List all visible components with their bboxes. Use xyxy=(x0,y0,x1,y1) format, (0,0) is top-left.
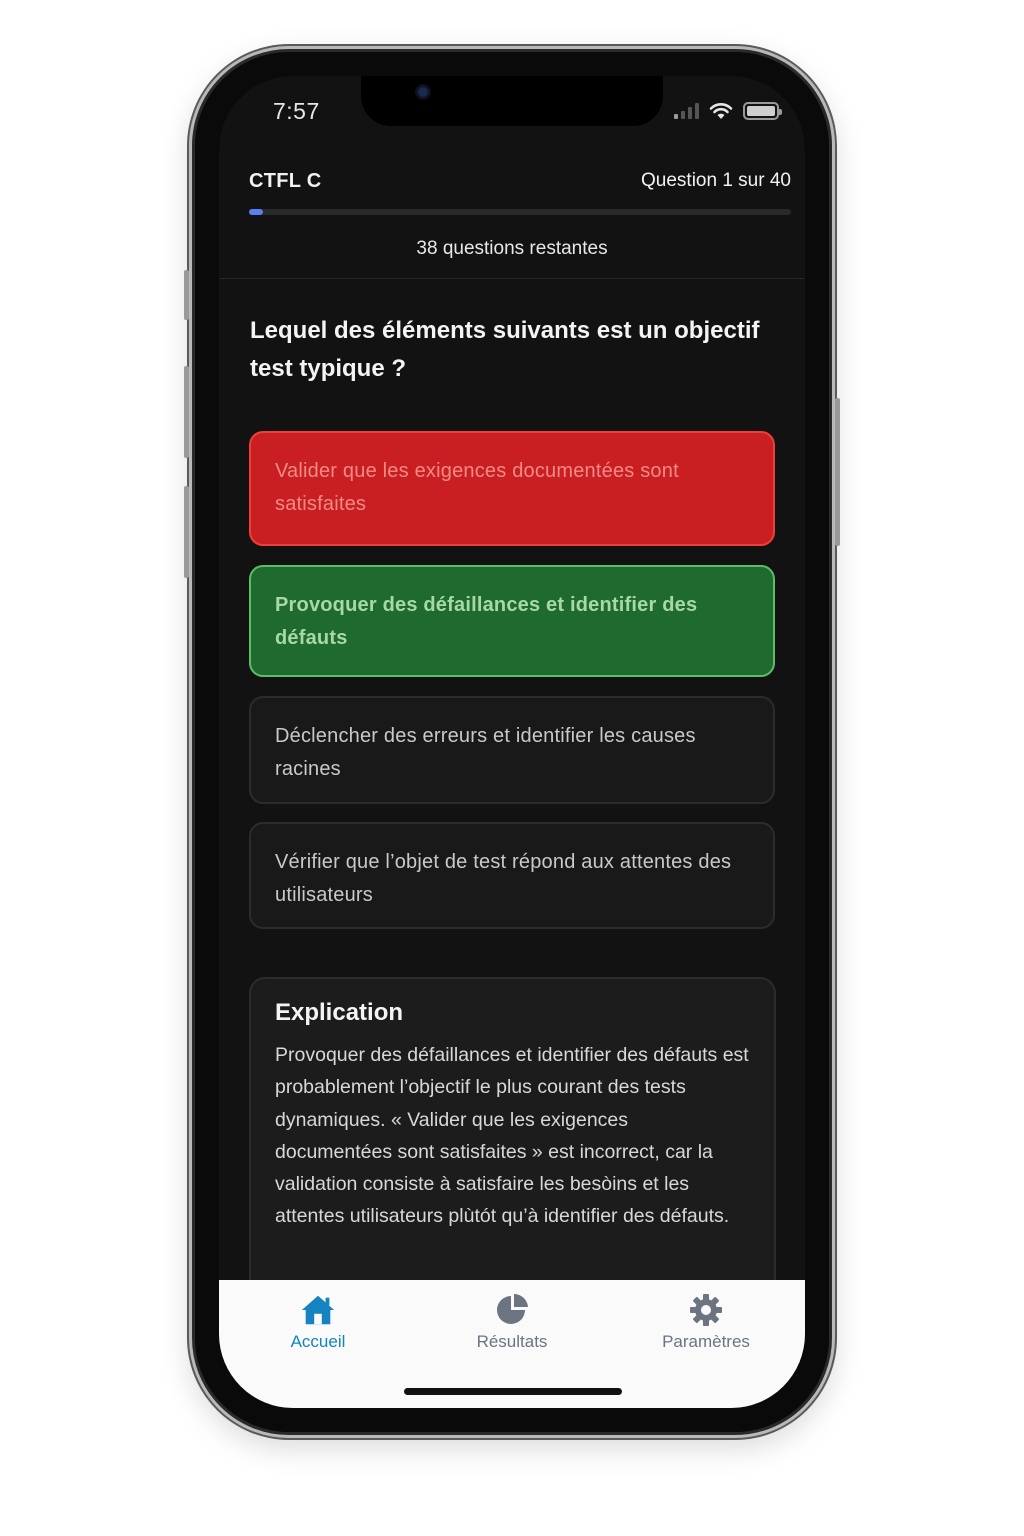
question-text: Lequel des éléments suivants est un objectif test typique ? xyxy=(250,317,760,382)
status-time: 7:57 xyxy=(273,98,320,124)
tab-label: Résultats xyxy=(476,1332,548,1351)
explanation-body: Provoquer des défaillances et identifier des défauts est probablement l’objectif le plus courant des tests dynamiques. « Valider que les exigences documentées sont satisfaites » est incorrect, car la validation consiste à satisfaire les besòins et les attentes utilisateurs plùtót qu’à identifier des défauts. xyxy=(275,1044,749,1228)
home-indicator[interactable] xyxy=(404,1388,622,1395)
explanation-title: Explication xyxy=(275,999,404,1026)
progress-fill xyxy=(249,209,263,215)
wifi-icon xyxy=(709,102,733,120)
tab-label: Paramètres xyxy=(662,1332,750,1351)
gear-icon xyxy=(688,1292,724,1328)
tab-accueil[interactable] xyxy=(263,1292,373,1408)
progress-bar xyxy=(249,209,791,215)
quiz-title: CTFL C xyxy=(249,170,322,192)
answer-option-incorrect[interactable]: Valider que les exigences documentées sont satisfaites xyxy=(249,431,775,546)
question-counter: Question 1 sur 40 xyxy=(641,170,791,191)
pie-chart-icon xyxy=(494,1292,530,1328)
battery-icon xyxy=(743,102,779,120)
volume-down-button xyxy=(184,486,189,578)
notch xyxy=(361,76,663,126)
app-screen xyxy=(219,76,805,1408)
power-button xyxy=(835,398,840,546)
camera-icon xyxy=(415,84,431,100)
tab-label: Accueil xyxy=(290,1332,346,1351)
answer-option-correct[interactable]: Provoquer des défaillances et identifier des défauts xyxy=(249,565,775,677)
header-divider xyxy=(219,278,805,279)
status-icons xyxy=(674,102,779,120)
home-icon xyxy=(300,1292,336,1328)
answer-option[interactable]: Déclencher des erreurs et identifier les causes racines xyxy=(249,696,775,804)
silent-switch xyxy=(184,270,189,320)
signal-icon xyxy=(674,103,699,119)
remaining-questions: 38 questions restantes xyxy=(416,238,608,259)
tab-parametres[interactable] xyxy=(651,1292,761,1408)
volume-up-button xyxy=(184,366,189,458)
answer-option[interactable]: Vérifier que l’objet de test répond aux attentes des utilisateurs xyxy=(249,822,775,929)
